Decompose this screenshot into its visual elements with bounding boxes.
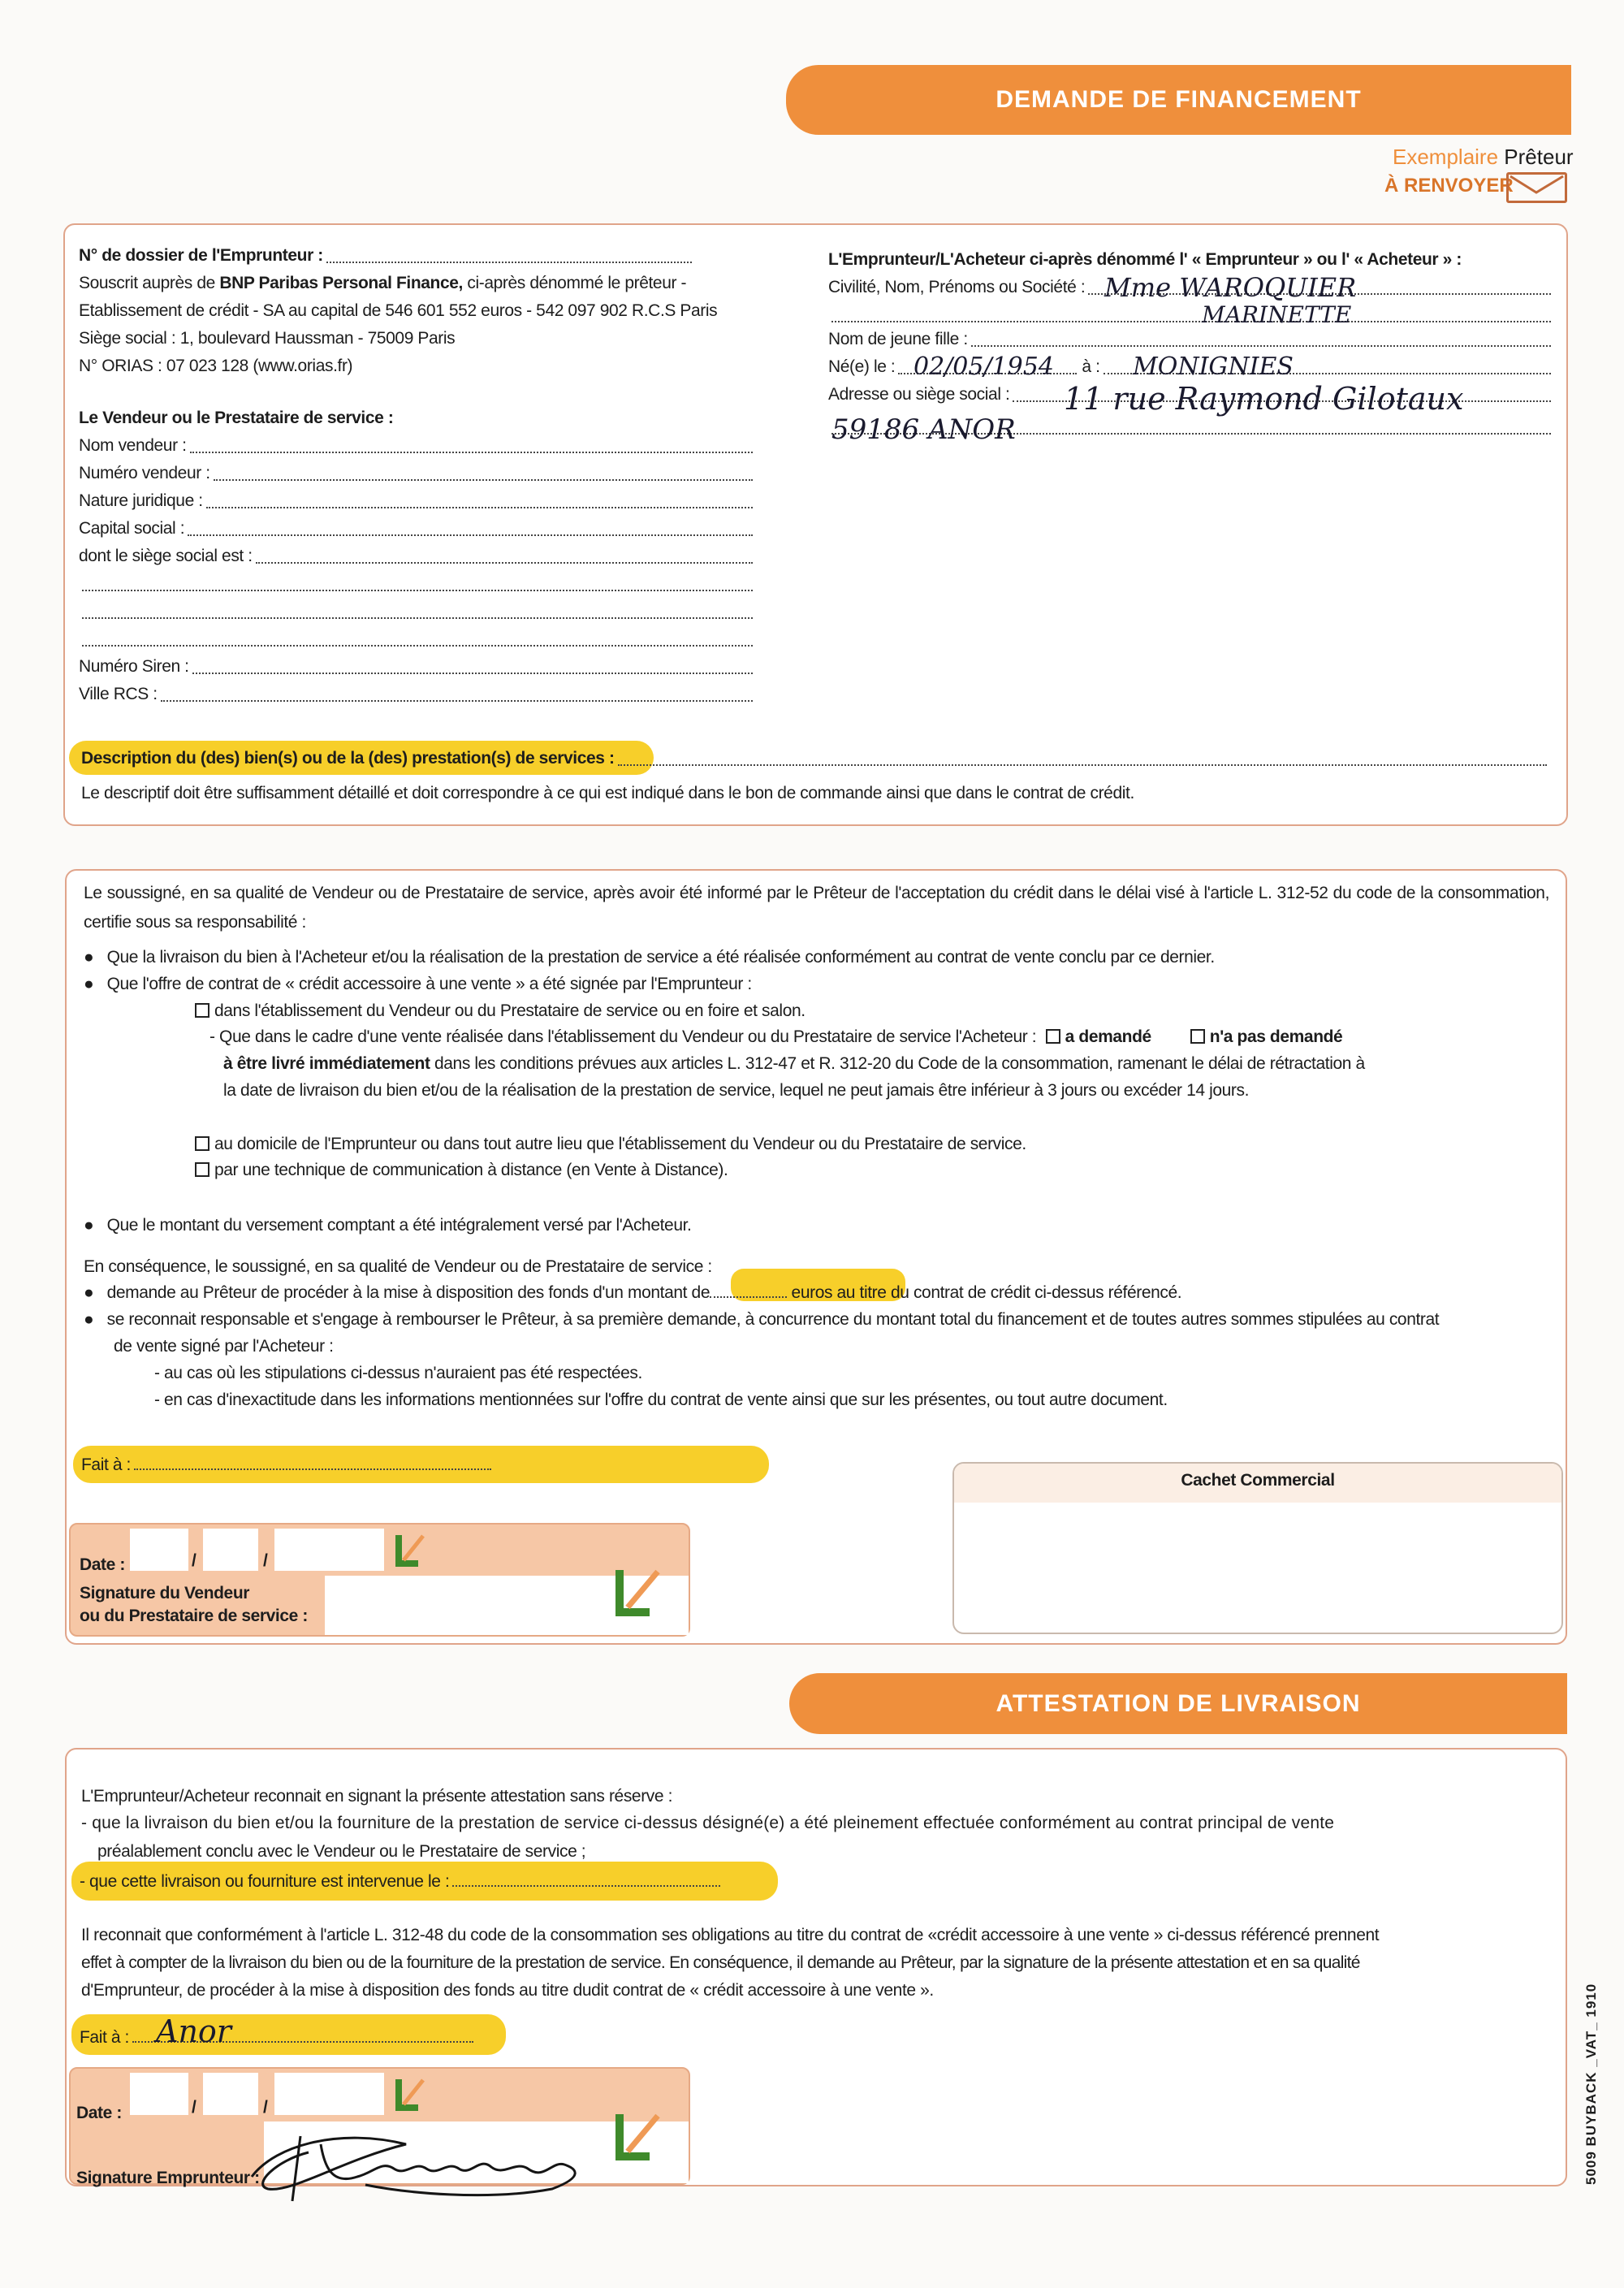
vendor-signature-label: Signature du Vendeur [80, 1584, 250, 1602]
delivery-date-field[interactable] [452, 1871, 720, 1887]
check-arrow-icon [394, 2075, 426, 2116]
lender-line2: Etablissement de crédit - SA au capital de 546 601 552 euros - 542 097 902 R.C.S Paris [79, 301, 718, 320]
check-arrow-icon [394, 1531, 426, 1572]
date-slash: / [263, 1551, 268, 1570]
liability-case-a: - au cas où les stipulations ci-dessus n'auraient pas été respectées. [154, 1364, 642, 1382]
date-slash: / [263, 2098, 268, 2117]
copy-label-2: Prêteur [1504, 145, 1574, 169]
attestation-para-1: Il reconnait que conformément à l'article L. 312-48 du code de la consommation ses obligations au titre du contrat de «crédit accessoire à une vente » ci-dessus référencé prennent [81, 1926, 1380, 1944]
head-office-field-3[interactable] [82, 617, 753, 619]
borrower-signature-label: Signature Emprunteur : [76, 2169, 260, 2187]
rcs-label: Ville RCS : [79, 685, 158, 703]
bullet-payment-text: Que le montant du versement comptant a été intégralement versé par l'Acheteur. [106, 1216, 692, 1235]
date-label: Date : [80, 1555, 125, 1574]
lender-line1-post: ci-après dénommé le prêteur - [462, 274, 687, 292]
liability-case-b: - en cas d'inexactitude dans les informations mentionnées sur l'offre du contrat de vente ainsi que sur les présentes, ou tout autre document. [154, 1391, 1168, 1409]
bullet-funds: ● demande au Prêteur de procéder à la mise à disposition des fonds d'un montant de euros au titre du contrat de crédit ci-dessus référencé. [84, 1283, 1182, 1302]
date-label: Date : [76, 2104, 122, 2122]
commercial-stamp-label: Cachet Commercial [1181, 1471, 1335, 1490]
siren-field[interactable] [192, 673, 753, 674]
borrower-signature [244, 2112, 617, 2205]
city-handwritten: 59186 ANOR [831, 413, 1016, 446]
bullet-delivery: ● Que la livraison du bien à l'Acheteur et/ou la réalisation de la prestation de service a été réalisée conformément au contrat de vente conclu par ce dernier. [84, 948, 1215, 967]
banner-title: DEMANDE DE FINANCEMENT [996, 86, 1362, 113]
checkbox-distance[interactable] [195, 1162, 209, 1177]
birth-place-handwritten: MONIGNIES [1133, 352, 1294, 381]
not-requested-label: n'a pas demandé [1209, 1027, 1343, 1046]
head-office-field-2[interactable] [82, 590, 753, 591]
dossier-label: N° de dossier de l'Emprunteur : [79, 246, 323, 265]
lender-line3: Siège social : 1, boulevard Haussman - 75009 Paris [79, 329, 456, 348]
date-day-field[interactable] [130, 1529, 188, 1571]
vendor-name-label: Nom vendeur : [79, 436, 187, 455]
birth-date-handwritten: 02/05/1954 [914, 352, 1054, 381]
dossier-field[interactable] [326, 262, 692, 263]
requested-label: a demandé [1065, 1027, 1151, 1046]
opt-at-home-label: au domicile de l'Emprunteur ou dans tout autre lieu que l'établissement du Vendeur ou du Prestataire de service. [214, 1135, 1026, 1153]
description-label: Description du (des) bien(s) ou de la (des) prestation(s) de services : [81, 749, 615, 768]
amount-field[interactable] [710, 1282, 787, 1298]
maiden-name-label: Nom de jeune fille : [828, 330, 968, 348]
attestation-para-2: effet à compter de la livraison du bien ou de la fourniture de la prestation de service. En conséquence, il demande au Prêteur, par la signature de la présente attestation et en sa qualité [81, 1953, 1360, 1972]
attestation-line2: préalablement conclu avec le Vendeur ou le Prestataire de service ; [97, 1842, 586, 1861]
vendor-name-field[interactable] [190, 452, 753, 453]
lender-name: BNP Paribas Personal Finance, [219, 274, 463, 292]
vendor-number-field[interactable] [214, 479, 753, 481]
form-code: 5009 BUYBACK _VAT_ 1910 [1583, 1983, 1599, 2185]
opt-in-store-label: dans l'établissement du Vendeur ou du Prestataire de service ou en foire et salon. [214, 1001, 806, 1020]
date-month-field[interactable] [203, 2073, 258, 2115]
civility-label: Civilité, Nom, Prénoms ou Société : [828, 278, 1086, 296]
civility-field-2[interactable] [831, 321, 1551, 322]
firstname-handwritten: MARINETTE [1202, 301, 1352, 328]
lender-line1: Souscrit auprès de [79, 274, 220, 292]
borrower-title: L'Emprunteur/L'Acheteur ci-après dénommé l' « Emprunteur » ou l' « Acheteur » : [828, 250, 1462, 269]
date-day-field[interactable] [130, 2073, 188, 2115]
fait-field[interactable] [134, 1454, 491, 1470]
consequence-text: En conséquence, le soussigné, en sa qualité de Vendeur ou de Prestataire de service : [84, 1257, 712, 1276]
copy-label-1: Exemplaire [1393, 145, 1499, 169]
head-office-field[interactable] [256, 562, 753, 564]
delivery-date-label: - que cette livraison ou fourniture est intervenue le : [80, 1872, 450, 1891]
legal-nature-label: Nature juridique : [79, 491, 203, 510]
bullet-liability: ● se reconnait responsable et s'engage à rembourser le Prêteur, à sa première demande, à concurrence du montant total du financement et de toutes autres sommes stipulées au contrat [84, 1310, 1440, 1329]
siren-label: Numéro Siren : [79, 657, 189, 676]
head-office-label: dont le siège social est : [79, 547, 253, 565]
envelope-icon [1506, 172, 1567, 203]
immediate-delivery-question: - Que dans le cadre d'une vente réalisée dans l'établissement du Vendeur ou du Prestataire de service l'Acheteur : [209, 1027, 1037, 1046]
address-handwritten: 11 rue Raymond Gilotaux [1064, 381, 1464, 417]
bullet-signed-text: Que l'offre de contrat de « crédit accessoire à une vente » a été signée par l'Emprunteur : [106, 975, 752, 993]
attestation-para-3: d'Emprunteur, de procéder à la mise à disposition des fonds au titre dudit contrat de « crédit accessoire à une vente ». [81, 1981, 934, 2000]
check-arrow-icon [613, 2108, 662, 2165]
attestation-intro: L'Emprunteur/Acheteur reconnait en signant la présente attestation sans réserve : [81, 1787, 673, 1806]
funds-text: demande au Prêteur de procéder à la mise à disposition des fonds d'un montant [106, 1283, 692, 1302]
date-slash: / [192, 2098, 197, 2117]
date-month-field[interactable] [203, 1529, 258, 1571]
section-banner-attestation [789, 1673, 1567, 1734]
capital-label: Capital social : [79, 519, 185, 538]
immediate-delivery-text-2: la date de livraison du bien et/ou de la réalisation de la prestation de service, lequel ne peut jamais être inférieur à 3 jours ou excéder 14 jours. [223, 1081, 1250, 1100]
address-label: Adresse ou siège social : [828, 385, 1010, 404]
checkbox-not-requested[interactable] [1190, 1029, 1205, 1044]
date-slash: / [192, 1551, 197, 1570]
description-note: Le descriptif doit être suffisamment détaillé et doit correspondre à ce qui est indiqué dans le bon de commande ainsi que dans le contrat de crédit. [81, 784, 1134, 802]
legal-nature-field[interactable] [206, 507, 753, 508]
lender-block [79, 242, 753, 708]
check-arrow-icon [613, 1564, 662, 1620]
vendor-title: Le Vendeur ou le Prestataire de service : [79, 409, 394, 427]
banner-title: ATTESTATION DE LIVRAISON [996, 1689, 1361, 1717]
head-office-field-4[interactable] [82, 645, 753, 647]
vendor-number-label: Numéro vendeur : [79, 464, 210, 482]
bullet-signed: ● Que l'offre de contrat de « crédit accessoire à une vente » a été signée par l'Emprunteur : [84, 975, 752, 993]
liability-text: se reconnait responsable et s'engage à rembourser le Prêteur, à sa première demande, à concurrence du montant total du financement et de toutes autres sommes stipulées au contrat [106, 1310, 1440, 1329]
rcs-field[interactable] [161, 700, 753, 702]
funds-euros: euros [791, 1283, 833, 1302]
vendor-signature-label-2: ou du Prestataire de service : [80, 1607, 308, 1625]
fait-label: Fait à : [80, 2028, 129, 2047]
checkbox-requested[interactable] [1046, 1029, 1060, 1044]
section-banner-demande [786, 65, 1571, 135]
maiden-name-field[interactable] [971, 345, 1551, 347]
civility-handwritten: Mme WAROQUIER [1104, 272, 1357, 303]
immediate-delivery-text: dans les conditions prévues aux articles L. 312-47 et R. 312-20 du Code de la consommation, ramenant le délai de rétractation à [430, 1054, 1365, 1073]
capital-field[interactable] [188, 534, 753, 536]
lender-line4: N° ORIAS : 07 023 128 (www.orias.fr) [79, 357, 353, 375]
funds-text-post: au titre du contrat de crédit ci-dessus référencé. [832, 1283, 1182, 1302]
fait-handwritten: Anor [156, 2013, 231, 2049]
bullet-delivery-text: Que la livraison du bien à l'Acheteur et/ou la réalisation de la prestation de service a été réalisée conformément au contrat de vente conclu par ce dernier. [106, 948, 1215, 967]
funds-de: de [691, 1283, 710, 1302]
description-field[interactable] [618, 764, 1547, 766]
birth-date-label: Né(e) le : [828, 357, 896, 376]
opt-distance-label: par une technique de communication à distance (en Vente à Distance). [214, 1161, 728, 1179]
immediate-delivery-bold: à être livré immédiatement [223, 1054, 430, 1073]
copy-label [1393, 145, 1574, 170]
birth-place-label: à : [1082, 357, 1100, 376]
checkbox-in-store[interactable] [195, 1003, 209, 1018]
checkbox-at-home[interactable] [195, 1136, 209, 1151]
fait-label: Fait à : [81, 1455, 131, 1474]
attestation-line1: - que la livraison du bien et/ou la fourniture de la prestation de service ci-dessus désigné(e) a été pleinement effectuée conformément au contrat principal de vente [81, 1814, 1335, 1832]
date-year-field[interactable] [274, 1529, 384, 1571]
certification-intro: Le soussigné, en sa qualité de Vendeur ou de Prestataire de service, après avoir été informé par le Prêteur de l'acceptation du crédit dans le délai visé à l'article L. 312-52 du code de la consommation, certifie sous sa responsabilité : [84, 884, 1549, 932]
bullet-payment: ● Que le montant du versement comptant a été intégralement versé par l'Acheteur. [84, 1216, 692, 1235]
return-label: À RENVOYER [1384, 175, 1514, 197]
liability-text-2: de vente signé par l'Acheteur : [114, 1337, 334, 1356]
date-year-field[interactable] [274, 2073, 384, 2115]
